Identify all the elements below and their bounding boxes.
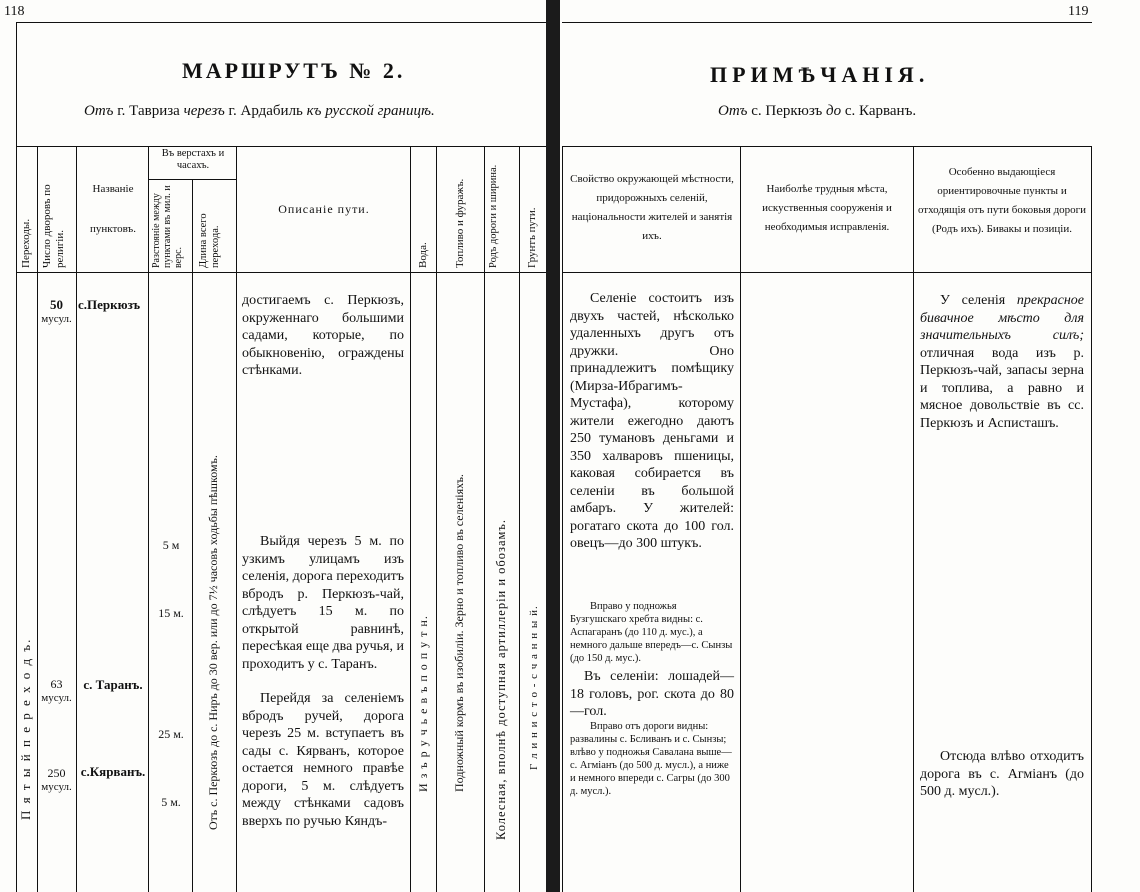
route-title: МАРШРУТЪ № 2.	[182, 58, 406, 83]
header-grunt: Грунтъ пути.	[526, 207, 538, 268]
toplivo-text: Подножный кормъ въ изобиліи. Зерно и топливо въ селеніяхъ.	[452, 474, 466, 792]
notes-subtitle	[718, 103, 916, 120]
notes-c1-small-1: Вправо у подножья Бузгушскаго хребта видны: с. Аспагаранъ (до 110 д. мус.), а немного дальше впередъ—с. Сынзы (до 150 д. мус.).	[570, 601, 733, 664]
subtitle-part: черезъ	[183, 103, 225, 119]
dlina-perekhoda: Отъ с. Перкюзъ до с. Ниръ до 30 вер. или до 7½ часовъ ходьбы пѣшкомъ.	[206, 455, 220, 830]
notes-c3-paragraph-1	[920, 292, 1084, 432]
rule	[16, 22, 546, 23]
rule	[562, 22, 1092, 23]
notes-c1-paragraph-1: Селеніе состоитъ изъ двухъ частей, нѣсколько удаленныхъ другъ отъ дружки. Оно принадлежитъ помѣщику (Мирза-Ибрагимъ-Мустафа), которому жители ежегодно даютъ 250 тумановъ деньгами и 350 халваровъ пшеницы, каковая собирается въ селеніи въ большой амбаръ. У жителей: рогатаго скота до 100 гол. овецъ—до 300 штукъ.	[570, 291, 734, 551]
column-rule	[562, 146, 563, 892]
r2-dvory: 63	[50, 677, 63, 691]
column-rule	[436, 146, 437, 892]
opisanie-paragraph-2: Выйдя черезъ 5 м. по узкимъ улицамъ изъ селенія, дорога переходитъ вбродъ р. Перкюзъ-чай, слѣдуетъ 15 м. по открытой равнинѣ, пересѣкая еще два ручья, и проходитъ у с. Таранъ.	[242, 534, 404, 672]
distance-3: 25 м.	[158, 727, 184, 741]
column-rule	[16, 22, 17, 892]
r1-name: с.Перкюзъ	[78, 297, 141, 312]
header-perekhody: Переходы.	[20, 218, 32, 268]
header-nazvanie-2: пунктовъ.	[90, 223, 136, 235]
rule	[562, 146, 1092, 147]
text-part: отличная вода изъ р. Перкюзъ-чай, запасы зерна и топлива, а равно и мясное довольствіе въ сс. Перкюзъ и Асписташъ.	[920, 345, 1084, 431]
r1-dvory: 50	[50, 297, 63, 312]
notes-c1-small-2: Вправо отъ дороги видны: развалины с. Бсливанъ и с. Сынзы; влѣво у подножья Савалана выше—с. Агміанъ (до 500 д. мусл.), а ниже и немного впереди с. Сагры (до 300 д. мусл.).	[570, 721, 732, 797]
header-dvory: Число дворовъ по религіи.	[41, 184, 66, 268]
r3-religion: мусул.	[41, 781, 72, 793]
column-rule	[192, 179, 193, 892]
subtitle-part: Отъ	[84, 103, 114, 119]
header-verst-group: Въ верстахъ и часахъ.	[161, 148, 225, 171]
header-rod: Родъ дороги и ширина.	[488, 164, 499, 268]
subtitle-part: с. Перкюзъ	[751, 103, 823, 119]
text-part: прекрасное бивачное мѣсто для значительныхъ силъ;	[920, 293, 1084, 343]
subtitle-part: къ русской границѣ.	[306, 103, 435, 119]
notes-c1-paragraph-2: Въ селеніи: лошадей—18 головъ, рог. скота до 80—гол.	[570, 669, 734, 719]
r2-name: с. Таранъ.	[83, 677, 143, 692]
distance-1: 5 м	[162, 538, 180, 552]
notes-c3-paragraph-2: Отсюда влѣво отходитъ дорога въ с. Агміанъ (до 500 д. мусл.).	[920, 749, 1084, 799]
rule	[562, 272, 1092, 273]
header-nazvanie-1: Названіе	[92, 183, 134, 195]
header-toplivo: Топливо и фуражъ.	[454, 178, 466, 268]
perekhod-label: П я т ы й п е р е х о д ъ.	[18, 637, 33, 820]
header-opisanie: Описаніе пути.	[278, 202, 370, 216]
column-rule	[148, 146, 149, 892]
notes-header-2: Наиболѣе трудныя мѣста, искуственныя сооруженія и необходимыя исправленія.	[762, 183, 892, 233]
notes-header-1: Свойство окружающей мѣстности, придорожныхъ селеній, національности жителей и занятія ихъ.	[570, 173, 734, 242]
column-rule	[913, 146, 914, 892]
subtitle-part: с. Карванъ.	[844, 103, 917, 119]
subtitle-part: г. Ардабиль	[228, 103, 303, 119]
subtitle-part: до	[826, 103, 842, 119]
header-voda: Вода.	[417, 242, 429, 268]
r1-religion: мусул.	[41, 313, 72, 325]
r2-religion: мусул.	[41, 692, 72, 704]
header-dlina: Длина всего перехода.	[198, 213, 221, 268]
text-part: У селенія	[940, 293, 1006, 308]
rod-text: Колесная, вполнѣ доступная артиллеріи и обозамъ.	[494, 518, 508, 840]
left-page-number: 118	[4, 4, 25, 19]
route-subtitle	[84, 103, 435, 120]
r3-dvory: 250	[47, 766, 66, 780]
grunt-text: Г л и н и с т о - с ч а н н ы й.	[528, 605, 540, 770]
column-rule	[236, 146, 237, 892]
column-rule	[484, 146, 485, 892]
voda-text: И з ъ р у ч ь е в ъ п о п у т н.	[416, 615, 430, 792]
rule	[16, 146, 546, 147]
column-rule	[1091, 146, 1092, 892]
column-rule	[410, 146, 411, 892]
rule	[16, 272, 546, 273]
subtitle-part: г. Тавриза	[117, 103, 180, 119]
distance-2: 15 м.	[158, 606, 184, 620]
subtitle-part: Отъ	[718, 103, 748, 119]
distance-4: 5 м.	[161, 795, 181, 809]
column-rule	[76, 146, 77, 892]
right-page	[560, 0, 1140, 892]
opisanie-paragraph-3: Перейдя за селеніемъ вбродъ ручей, дорога черезъ 25 м. вступаетъ въ сады с. Кярванъ, которое остается немного правѣе дороги, 5 м. слѣдуетъ между стѣнками садовъ вверхъ по ручью Кяндъ-	[242, 691, 404, 829]
notes-header-3: Особенно выдающіеся ориентировочные пункты и отходящія отъ пути боковыя дороги (Родъ ихъ). Бивакы и позиціи.	[917, 166, 1087, 235]
left-page	[0, 0, 548, 892]
column-rule	[740, 146, 741, 892]
r3-name: с.Кярванъ.	[80, 764, 146, 779]
right-page-number: 119	[1068, 4, 1089, 19]
notes-title: ПРИМѢЧАНІЯ.	[710, 62, 930, 87]
column-rule	[519, 146, 520, 892]
opisanie-paragraph-1: достигаемъ с. Перкюзъ, окруженнаго большими садами, которые, по обыкновенію, ограждены стѣнками.	[242, 293, 404, 378]
header-rasstoyanie: Разстояніе между пунктами въ мил. и верс.	[151, 185, 184, 268]
